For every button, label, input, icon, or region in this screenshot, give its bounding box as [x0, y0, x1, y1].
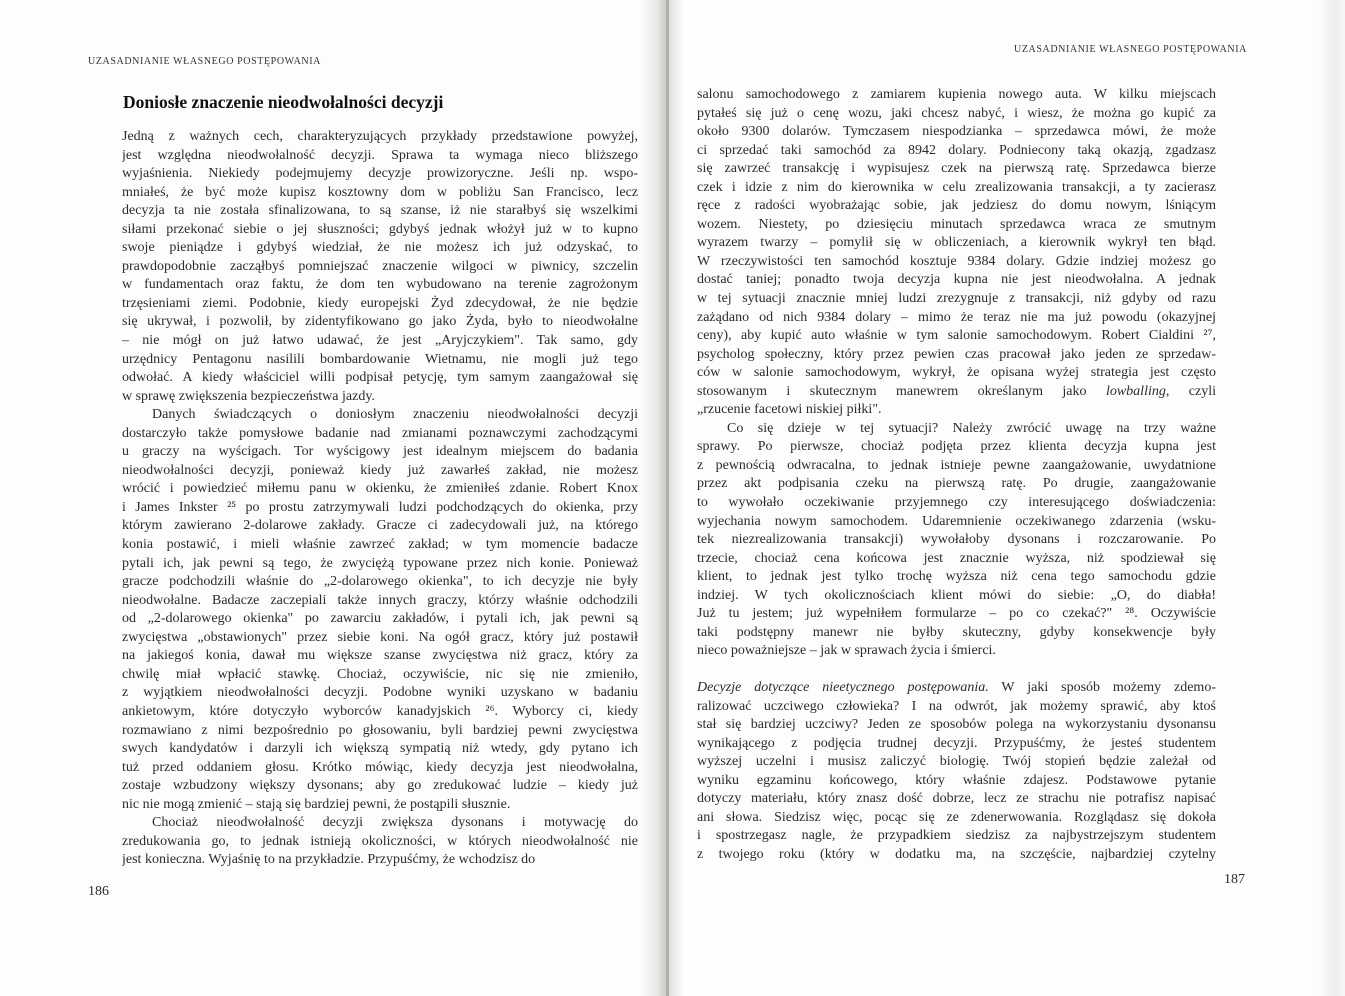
- text-line: nieodwołalności decyzji, ponieważ kiedy już zawarłeś zakład, nie możesz: [122, 462, 638, 478]
- text-line: indziej. W tych okolicznościach klient mówi do siebie: „O, do diabła!: [697, 587, 1216, 603]
- text-line: się ukrywał, i pozwolił, by zidentyfikowano go jako Żyda, było to nieodwołalne: [122, 314, 638, 330]
- text-line: w sprawę zwiększenia bezpieczeństwa jazdy.: [122, 388, 375, 404]
- text-line: urzędnicy Pentagonu nasilili bombardowanie Wietnamu, nie mogli już tego: [122, 351, 638, 367]
- text-line: decyzja ta nie została sfinalizowana, to są szanse, iż nie starałbyś się wszelkimi: [122, 203, 638, 219]
- left-page-number: 186: [88, 884, 109, 899]
- text-line: wyjaśnienia. Niekiedy podejmujemy decyzje prowizoryczne. Jeśli np. wspo-: [122, 166, 638, 182]
- text-line: Jedną z ważnych cech, charakteryzujących przykłady przedstawione powyżej,: [122, 129, 638, 144]
- text-line: u graczy na wyścigach. Tor wyścigowy jest idealnym miejscem do badania: [122, 444, 638, 460]
- text-line: trzecie, chociaż cena końcowa jest znacznie wyższa, niż spodziewał się: [697, 550, 1216, 566]
- text-line: Danych świadczących o doniosłym znaczeniu nieodwołalności decyzji: [152, 407, 638, 423]
- text-line: W rzeczywistości ten samochód kosztuje 9384 dolary. Gdzie indziej możesz go: [697, 253, 1216, 269]
- right-body-text: [697, 86, 1216, 864]
- text-line: nic nie mogą zmienić – stają się bardziej pewni, że postąpili słusznie.: [122, 796, 511, 812]
- text-line: wozem. Niestety, po dziesięciu minutach sprzedawca wraca ze smutnym: [697, 216, 1216, 232]
- text-line: i James Inkster ²⁵ po prostu zatrzymywali ludzi podchodzących do okienka, przy: [122, 499, 638, 515]
- right-page-number: 187: [1224, 872, 1245, 887]
- text-line: ralizować uczciwego człowieka? I na odwrót, jak możemy sprawić, aby ktoś: [697, 698, 1216, 714]
- text-line: którym zawierano 2-dolarowe zakłady. Gracze ci zadecydowali już, na którego: [122, 518, 638, 534]
- text-line: się zawrzeć transakcję i wypisujesz czek na pierwszą ratę. Sprzedawca bierze: [697, 161, 1216, 177]
- book-binding-line: [666, 0, 669, 996]
- text-line: z pewnością odwracalna, to jednak istnieje pewne zaangażowanie, uwydatnione: [697, 457, 1216, 473]
- right-running-head: UZASADNIANIE WŁASNEGO POSTĘPOWANIA: [1014, 44, 1247, 55]
- text-line: ceny), aby kupić auto właśnie w tym salonie samochodowym. Robert Cialdini ²⁷,: [697, 328, 1216, 344]
- text-line: Decyzje dotyczące nieetycznego postępowania. W jaki sposób możemy zdemo-: [697, 679, 1216, 695]
- text-line: swych kandydatów i darzyli ich większą sympatią niż wtedy, gdy pytano ich: [122, 741, 638, 757]
- text-line: Chociaż nieodwołalność decyzji zwiększa dysonans i motywację do: [152, 815, 638, 831]
- text-line: rozmawiano z nimi bezpośrednio po głosowaniu, byli bardziej pewni zwycięstwa: [122, 722, 638, 738]
- text-line: „rzucenie facetowi niskiej piłki".: [697, 402, 882, 418]
- text-line: ręce z radości wyobrażając sobie, jak jedziesz do domu nowym, lśniącym: [697, 198, 1216, 214]
- text-line: – nie mógł on już łatwo udawać, że jest „Aryjczykiem". Tak samo, gdy: [122, 333, 638, 349]
- text-line: wynikającego z podjęcia trudnej decyzji. Przypuśćmy, że jesteś studentem: [697, 735, 1216, 751]
- text-line: zostaje wzbudzony większy dysonans; aby go zredukować ludzie – kiedy już: [122, 778, 638, 794]
- text-line: Już tu jestem; już wypełniłem formularze – po co czekać?" ²⁸. Oczywiście: [697, 606, 1216, 622]
- text-line: dostać taniej; ponadto twoja decyzja kupna nie jest nieodwołalna. A jednak: [697, 272, 1216, 288]
- text-line: mniałeś, że być może kupisz kosztowny dom w pobliżu San Francisco, lecz: [122, 184, 638, 200]
- text-line: wyjechania nowym samochodem. Udaremnienie oczekiwanego zdarzenia (wsku-: [697, 513, 1216, 529]
- text-line: stał się bardziej uczciwy? Jeden ze sposobów polega na wykorzystaniu dysonansu: [697, 717, 1216, 733]
- text-line: trzęsieniami ziemi. Podobnie, kiedy europejski Żyd zdecydował, że nie będzie: [122, 295, 638, 311]
- text-line: od „2-dolarowego okienka" po zawarciu zakładów, i pytali ich, jak pewni są: [122, 611, 638, 627]
- text-line: odwołać. A kiedy właściciel willi podpisał petycję, tym samym zaangażował się: [122, 370, 638, 386]
- text-line: Co się dzieje w tej sytuacji? Należy zwrócić uwagę na trzy ważne: [727, 420, 1216, 436]
- text-line: zredukowania go, to jednak istnieją okoliczności, w których nieodwołalność nie: [122, 833, 638, 849]
- text-line: dostarczyło także pomysłowe badanie nad zmianami poznawczymi zachodzącymi: [122, 425, 638, 441]
- left-page: [0, 0, 660, 996]
- left-body-text: [122, 128, 638, 870]
- section-heading: Doniosłe znaczenie nieodwołalności decyzji: [123, 92, 444, 112]
- text-line: na jakiegoś konia, dawał mu większe szanse zwycięstwa niż gracz, który za: [122, 648, 638, 664]
- text-line: siłami przekonać siebie o jej słuszności; gdybyś jednak włożył już w to kupno: [122, 221, 638, 237]
- text-line: taki podstępny manewr nie byłby skuteczny, gdyby konsekwencje były: [697, 624, 1216, 640]
- text-line: swoje pieniądze i gdybyś wiedział, że nie możesz ich już odzyskać, to: [122, 240, 638, 256]
- text-line: jest konieczna. Wyjaśnię to na przykładzie. Przypuśćmy, że wchodzisz do: [122, 852, 536, 868]
- text-line: pytałeś się już o cenę wozu, jaki chcesz nabyć, i wiesz, że można go kupić za: [697, 105, 1216, 121]
- text-line: z twojego roku (który w dodatku ma, na szczęście, najbardziej czytelny: [697, 846, 1216, 862]
- text-line: konia postawić, i mieli właśnie zawrzeć zakład; w tym momencie badacze: [122, 537, 638, 553]
- text-line: wrócić i powiedzieć miłemu panu w okienku, że zmieniłeś zdanie. Robert Knox: [122, 481, 638, 497]
- text-line: przez akt podpisania czeku na pierwszą ratę. Po drugie, zaangażowanie: [697, 476, 1216, 492]
- text-line: około 9300 dolarów. Tymczasem niespodzianka – sprzedawca mówi, że może: [697, 124, 1216, 140]
- right-page: [672, 0, 1345, 996]
- text-line: ankietowym, które dotyczyło wyborców kanadyjskich ²⁶. Wyborcy ci, kiedy: [122, 703, 638, 719]
- text-line: sprawy. Po pierwsze, chociaż podjęta przez klienta decyzja kupna jest: [697, 439, 1216, 455]
- text-line: zwycięstwa „obstawionych" przez siebie koni. Na ogół gracz, który już postawił: [122, 629, 638, 645]
- text-line: ani słowa. Siedzisz więc, pocąc się ze zdenerwowania. Rozglądasz się dokoła: [697, 809, 1216, 825]
- text-line: z wyjątkiem nieodwołalności decyzji. Podobne wyniki uzyskano w badaniu: [122, 685, 638, 701]
- text-line: dotyczy materiału, który znasz dość dobrze, lecz ze strachu nie potrafisz napisać: [697, 791, 1216, 807]
- text-line: klient, to jednak jest tylko trochę wyższa niż cena tego samochodu gdzie: [697, 569, 1216, 585]
- text-line: prawdopodobnie zacząłbyś pomniejszać znaczenie wilgoci w piwnicy, szczelin: [122, 258, 638, 274]
- text-line: w fundamentach oraz faktu, że dom ten wybudowano na terenie zagrożonym: [122, 277, 638, 293]
- text-line: tek niezrealizowania transakcji) wywołałoby dysonans i rozczarowanie. Po: [697, 532, 1216, 548]
- text-line: chwilę miał wpłacić stawkę. Chociaż, oczywiście, nic się nie zmieniło,: [122, 666, 638, 682]
- text-line: ci sprzedać taki samochód za 8942 dolary. Podniecony taką okazją, zgadzasz: [697, 142, 1216, 158]
- text-line: w tej sytuacji znacznie mniej ludzi zrezygnuje z transakcji, niż gdyby od razu: [697, 291, 1216, 307]
- text-line: czek i idzie z nim do kierownika w celu zrealizowania transakcji, a ty zacierasz: [697, 179, 1216, 195]
- text-line: gracze podchodzili właśnie do „2-dolarowego okienka", to ich decyzje nie były: [122, 574, 638, 590]
- text-line: ców w salonie samochodowym, wykrył, że opisana wyżej strategia jest często: [697, 365, 1216, 381]
- text-line: to wywołało oczekiwanie przyjemnego czy interesującego doświadczenia:: [697, 495, 1216, 511]
- text-line: i spostrzegasz nagle, że przypadkiem siedzisz za najbystrzejszym studentem: [697, 828, 1216, 844]
- text-line: pytali ich, jak pewni są tego, że zwyciężą typowane przez nich konie. Ponieważ: [122, 555, 638, 571]
- text-line: zażądano od nich 9384 dolary – mimo że teraz nie ma już powodu (okazyjnej: [697, 309, 1216, 325]
- text-line: psycholog społeczny, który przez pewien czas pracował jako jeden ze sprzedaw-: [697, 346, 1216, 362]
- text-line: nieodwołalne. Badacze zaczepiali także innych graczy, którzy właśnie odchodzili: [122, 592, 638, 608]
- text-line: jest względna nieodwołalność decyzji. Sprawa ta wymaga nieco bliższego: [122, 147, 638, 163]
- text-line: wyższej uczelni i musisz zaliczyć biologię. Twój stopień będzie zależał od: [697, 754, 1216, 770]
- text-line: stosowanym i skutecznym manewrem określanym jako lowballing, czyli: [697, 383, 1216, 399]
- text-line: tuż przed oddaniem głosu. Krótko mówiąc, kiedy decyzja jest nieodwołalna,: [122, 759, 638, 775]
- left-running-head: UZASADNIANIE WŁASNEGO POSTĘPOWANIA: [88, 56, 321, 67]
- text-line: wyrazem twarzy – pomylił się w obliczeniach, a kierownik wykrył ten błąd.: [697, 235, 1216, 251]
- text-line: wyniku egzaminu końcowego, który właśnie zdajesz. Podstawowe pytanie: [697, 772, 1216, 788]
- text-line: nieco poważniejsze – jak w sprawach życia i śmierci.: [697, 643, 996, 659]
- text-line: salonu samochodowego z zamiarem kupienia nowego auta. W kilku miejscach: [697, 87, 1216, 102]
